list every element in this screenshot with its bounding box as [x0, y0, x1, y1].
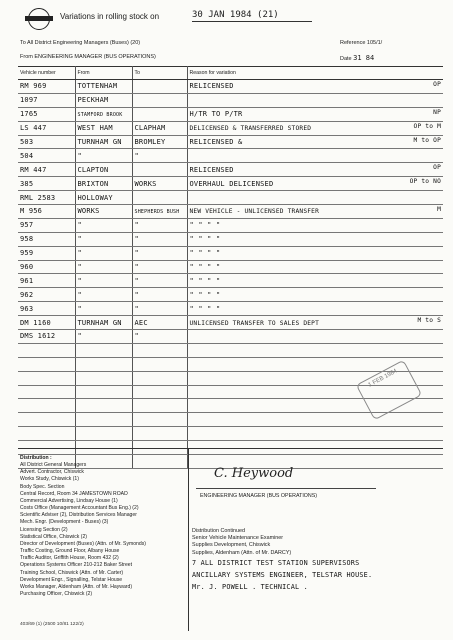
- to-cell: [132, 107, 187, 121]
- from-cell-text: ": [77, 304, 82, 313]
- vehicle-number-cell: [18, 93, 75, 107]
- reason-text: " " " ": [189, 304, 221, 313]
- table-row: [18, 246, 443, 260]
- from-cell: [75, 121, 132, 135]
- from-cell-text: TOTTENHAM: [77, 82, 118, 91]
- table-row: [18, 274, 443, 288]
- from-cell: [75, 191, 132, 205]
- vehicle-number-cell: [18, 274, 75, 288]
- table-row: [18, 149, 443, 163]
- table-header: [18, 67, 443, 80]
- from-cell: [75, 427, 132, 441]
- vehicle-number-cell: [18, 385, 75, 399]
- from-cell-text: TURNHAM GN: [77, 138, 122, 146]
- to-cell: [132, 205, 187, 219]
- vehicle-number-cell-text: RM 447: [20, 165, 47, 174]
- to-cell-text: ": [134, 221, 139, 230]
- op-code: OP to M: [413, 122, 441, 130]
- to-cell: [132, 218, 187, 232]
- from-cell-text: CLAPTON: [77, 165, 109, 174]
- to-cell-text: ": [134, 263, 139, 272]
- vehicle-number-cell: [18, 232, 75, 246]
- reason-cell: [187, 274, 443, 288]
- vehicle-number-cell-text: 1097: [20, 96, 38, 105]
- op-code: M to S: [417, 317, 441, 325]
- to-cell-text: ": [134, 151, 139, 160]
- distribution-item: Traffic Costing, Ground Floor, Albany House: [20, 548, 120, 555]
- distribution-continued-item: Senior Vehicle Maintenance Examiner: [192, 535, 284, 542]
- from-cell: [75, 80, 132, 94]
- to-cell: [132, 413, 187, 427]
- table-row: [18, 121, 443, 135]
- to-cell: [132, 135, 187, 149]
- distribution-item: Development Engr., Signalling, Telstar House: [20, 576, 123, 583]
- table-row: [18, 218, 443, 232]
- from-cell-text: BRIXTON: [77, 179, 109, 188]
- table-row: [18, 135, 443, 149]
- reason-cell: [187, 330, 443, 344]
- distribution-heading: Distribution :: [20, 455, 52, 461]
- distribution-item: Statistical Office, Chiswick (2): [20, 533, 87, 540]
- from-cell: [75, 218, 132, 232]
- op-code: NP: [433, 108, 441, 116]
- reason-cell: [187, 121, 443, 135]
- from-cell: [75, 135, 132, 149]
- table-row: [18, 191, 443, 205]
- reason-text: " " " ": [189, 221, 221, 230]
- divider: [18, 448, 443, 449]
- vehicle-number-cell-text: 504: [20, 151, 34, 160]
- to-line: To All District Engineering Managers (Buses) (20): [20, 40, 141, 46]
- vehicle-number-cell: [18, 357, 75, 371]
- distribution-continued-item: Supplies Development, Chiswick: [192, 542, 271, 549]
- table-row: [18, 302, 443, 316]
- reason-cell: [187, 177, 443, 191]
- vehicle-number-cell: [18, 371, 75, 385]
- vehicle-number-cell: [18, 163, 75, 177]
- vehicle-number-cell-text: 959: [20, 249, 34, 258]
- table-row: [18, 107, 443, 121]
- vehicle-number-cell-text: DM 1160: [20, 318, 51, 327]
- distribution-continued-heading: Distribution Continued: [192, 528, 246, 534]
- table-row: [18, 232, 443, 246]
- op-code: OP: [433, 81, 441, 88]
- to-cell: [132, 121, 187, 135]
- vehicle-number-cell: [18, 343, 75, 357]
- vehicle-number-cell-text: RM 969: [20, 82, 47, 91]
- vehicle-number-cell: [18, 399, 75, 413]
- reason-text: RELICENSED: [189, 165, 234, 174]
- reason-text: DELICENSED & TRANSFERRED STORED: [189, 125, 312, 133]
- from-cell-text: ": [77, 249, 82, 258]
- vehicle-number-cell: [18, 246, 75, 260]
- to-cell: [132, 80, 187, 94]
- table-row: [18, 163, 443, 177]
- to-cell-text: ": [134, 332, 139, 341]
- to-cell: [132, 343, 187, 357]
- from-cell-text: ": [77, 276, 82, 285]
- reason-cell: [187, 205, 443, 219]
- distribution-continued-printed: [192, 535, 442, 557]
- reason-cell: [187, 413, 443, 427]
- vehicle-number-cell: [18, 288, 75, 302]
- distribution-item: Advert. Contractor, Chiswick: [20, 469, 84, 476]
- vehicle-number-cell-text: 385: [20, 179, 34, 188]
- reason-cell: [187, 246, 443, 260]
- form-date: 30 JAN 1984 (21): [192, 10, 279, 20]
- vehicle-number-cell-text: 958: [20, 235, 34, 244]
- distribution-item: Works Manager, Aldenham (Attn. of Mr. Hayward): [20, 583, 133, 590]
- reason-cell: [187, 149, 443, 163]
- reason-cell: [187, 427, 443, 441]
- distribution-item: Licensing Section (2): [20, 526, 68, 533]
- to-cell: [132, 149, 187, 163]
- from-cell-text: ": [77, 235, 82, 244]
- from-cell-text: STAMFORD BROOK: [77, 112, 123, 119]
- from-cell: [75, 357, 132, 371]
- signature-line: [196, 488, 376, 489]
- reason-cell: [187, 107, 443, 121]
- col-from: From: [75, 67, 132, 80]
- from-cell-text: ": [77, 221, 82, 230]
- distribution-item: Commercial Advertising, Lindsay House (1): [20, 497, 118, 504]
- distribution-continued-handwritten: [192, 557, 442, 593]
- reason-cell: [187, 260, 443, 274]
- to-cell-text: WORKS: [134, 179, 157, 188]
- vehicle-number-cell: [18, 107, 75, 121]
- distribution-items: [20, 462, 186, 598]
- to-cell: [132, 330, 187, 344]
- from-cell: [75, 205, 132, 219]
- to-cell: [132, 191, 187, 205]
- reason-cell: [187, 316, 443, 330]
- signature: C. Heywood: [214, 466, 294, 481]
- vehicle-number-cell: [18, 177, 75, 191]
- to-cell: [132, 316, 187, 330]
- vehicle-number-cell-text: M 956: [20, 207, 43, 216]
- to-cell: [132, 427, 187, 441]
- table-row: [18, 343, 443, 357]
- table-row: [18, 316, 443, 330]
- distribution-item: Purchasing Officer, Chiswick (2): [20, 590, 93, 597]
- form-title: Variations in rolling stock on: [60, 12, 160, 21]
- from-cell: [75, 274, 132, 288]
- vehicle-number-cell: [18, 205, 75, 219]
- from-cell-text: PECKHAM: [77, 96, 109, 105]
- date-field: [340, 54, 374, 62]
- to-cell: [132, 232, 187, 246]
- from-cell: [75, 177, 132, 191]
- from-cell-text: ": [77, 263, 82, 272]
- to-cell: [132, 288, 187, 302]
- distribution-item: Scientific Adviser (2), Distribution Services Manager: [20, 512, 137, 519]
- op-code: OP: [433, 164, 441, 172]
- to-cell: [132, 177, 187, 191]
- to-cell-text: ": [134, 235, 139, 244]
- reason-text: " " " ": [189, 276, 221, 285]
- column-divider: [188, 449, 189, 631]
- to-cell: [132, 93, 187, 107]
- vehicle-number-cell-text: RML 2583: [20, 193, 56, 202]
- reference: Reference 105/1/: [340, 40, 383, 46]
- reason-cell: [187, 218, 443, 232]
- from-cell-text: WORKS: [77, 207, 100, 216]
- reason-text: UNLICENSED TRANSFER TO SALES DEPT: [189, 319, 320, 327]
- to-cell: [132, 371, 187, 385]
- distribution-item: Operations Systems Officer 210-212 Baker Street: [20, 562, 133, 569]
- table-row: [18, 177, 443, 191]
- london-transport-roundel-icon: [28, 8, 50, 30]
- table-row: [18, 260, 443, 274]
- to-cell-text: ": [134, 249, 139, 258]
- from-cell: [75, 385, 132, 399]
- from-cell: [75, 260, 132, 274]
- from-cell: [75, 343, 132, 357]
- reason-cell: [187, 135, 443, 149]
- from-cell-text: WEST HAM: [77, 124, 113, 133]
- to-cell-text: AEC: [134, 318, 148, 327]
- vehicle-number-cell-text: 962: [20, 290, 34, 299]
- reason-text: RELICENSED &: [189, 138, 243, 146]
- reason-text: " " " ": [189, 235, 221, 244]
- distribution-item: Traffic Auditor, Griffith House, Room 432 (2): [20, 555, 119, 562]
- from-cell: [75, 288, 132, 302]
- form-reference: 403/69 (1) (2500 10/81 122/2): [20, 622, 84, 627]
- table-row: [18, 330, 443, 344]
- reason-cell: [187, 232, 443, 246]
- distribution-list: [20, 455, 186, 598]
- vehicle-number-cell-text: DMS 1612: [20, 332, 56, 341]
- reason-cell: [187, 93, 443, 107]
- col-to: To: [132, 67, 187, 80]
- from-cell: [75, 302, 132, 316]
- from-cell-text: ": [77, 332, 82, 341]
- reason-cell: [187, 163, 443, 177]
- distribution-item: Central Record, Room 34 JAMESTOWN ROAD: [20, 490, 128, 497]
- to-cell-text: ": [134, 304, 139, 313]
- to-cell: [132, 357, 187, 371]
- table-row: [18, 93, 443, 107]
- vehicle-number-cell-text: LS 447: [20, 124, 47, 133]
- vehicle-number-cell: [18, 135, 75, 149]
- reason-text: NEW VEHICLE - UNLICENSED TRANSFER: [189, 208, 320, 216]
- handwritten-recipient: Mr. J. POWELL . TECHNICAL .: [192, 582, 308, 591]
- distribution-item: Body Spec. Section: [20, 483, 65, 490]
- vehicle-number-cell: [18, 121, 75, 135]
- to-cell: [132, 385, 187, 399]
- distribution-item: Costs Office (Management Accountant Bus Eng.) (2): [20, 505, 139, 512]
- table-row: [18, 357, 443, 371]
- to-cell: [132, 246, 187, 260]
- distribution-item: Works Study, Chiswick (1): [20, 476, 79, 483]
- date-value: 31 84: [353, 54, 375, 62]
- from-cell-text: ": [77, 151, 82, 160]
- reason-text: " " " ": [189, 290, 221, 299]
- vehicle-number-cell: [18, 191, 75, 205]
- vehicle-number-cell: [18, 260, 75, 274]
- stamp-date: 1 FEB 1984: [367, 368, 399, 389]
- handwritten-recipient: ANCILLARY SYSTEMS ENGINEER, TELSTAR HOUSE.: [192, 570, 373, 579]
- distribution-item: Mech. Engr. (Development - Buses) (3): [20, 519, 109, 526]
- from-cell: [75, 330, 132, 344]
- to-cell: [132, 399, 187, 413]
- reason-text: RELICENSED: [189, 82, 234, 91]
- reason-text: H/TR TO P/TR: [189, 110, 243, 119]
- from-cell: [75, 163, 132, 177]
- to-cell-text: BROMLEY: [134, 138, 166, 146]
- vehicle-number-cell: [18, 316, 75, 330]
- to-cell-text: ": [134, 276, 139, 285]
- to-cell-text: ": [134, 290, 139, 299]
- reason-text: " " " ": [189, 263, 221, 272]
- date-underline: [192, 21, 312, 22]
- handwritten-recipient: 7 ALL DISTRICT TEST STATION SUPERVISORS: [192, 558, 360, 567]
- op-code: M to OP: [413, 136, 441, 144]
- vehicle-number-cell-text: 1765: [20, 110, 38, 119]
- distribution-item: Training School, Chiswick (Attn. of Mr. Carter): [20, 569, 124, 576]
- to-cell: [132, 302, 187, 316]
- table-row: [18, 80, 443, 94]
- to-cell: [132, 260, 187, 274]
- op-code: M: [437, 206, 441, 214]
- table-row: [18, 288, 443, 302]
- table-row: [18, 427, 443, 441]
- vehicle-number-cell: [18, 149, 75, 163]
- vehicle-number-cell-text: 960: [20, 263, 34, 272]
- from-cell: [75, 246, 132, 260]
- from-cell: [75, 371, 132, 385]
- from-cell: [75, 93, 132, 107]
- from-cell-text: TURNHAM GN: [77, 318, 122, 327]
- to-cell: [132, 274, 187, 288]
- distribution-continued-item: Supplies, Aldenham (Attn. of Mr. DARCY): [192, 549, 292, 556]
- vehicle-number-cell-text: 503: [20, 138, 34, 146]
- reason-cell: [187, 80, 443, 94]
- vehicle-number-cell-text: 963: [20, 304, 34, 313]
- signature-caption: ENGINEERING MANAGER (BUS OPERATIONS): [200, 493, 318, 499]
- reason-text: " " " ": [189, 249, 221, 258]
- op-code: OP to NO: [409, 178, 441, 186]
- from-cell: [75, 399, 132, 413]
- col-vehicle-number: Vehicle number: [18, 67, 75, 80]
- col-reason: Reason for variation: [187, 67, 443, 80]
- reason-text: OVERHAUL DELICENSED: [189, 179, 274, 188]
- vehicle-number-cell-text: 957: [20, 221, 34, 230]
- from-cell: [75, 413, 132, 427]
- vehicle-number-cell: [18, 302, 75, 316]
- reason-cell: [187, 288, 443, 302]
- table-row: [18, 205, 443, 219]
- distribution-item: All District General Managers: [20, 462, 87, 469]
- distribution-continued: [192, 528, 442, 593]
- from-cell: [75, 232, 132, 246]
- from-line: From ENGINEERING MANAGER (BUS OPERATIONS): [20, 54, 156, 60]
- vehicle-number-cell: [18, 80, 75, 94]
- vehicle-number-cell: [18, 427, 75, 441]
- from-cell: [75, 149, 132, 163]
- to-cell-text: CLAPHAM: [134, 124, 166, 133]
- vehicle-number-cell-text: 961: [20, 276, 34, 285]
- vehicle-number-cell: [18, 413, 75, 427]
- vehicle-number-cell: [18, 330, 75, 344]
- distribution-item: Director of Development (Buses) (Attn. of Mr. Symonds): [20, 540, 146, 547]
- from-cell: [75, 316, 132, 330]
- from-cell-text: HOLLOWAY: [77, 193, 113, 202]
- reason-cell: [187, 302, 443, 316]
- reason-cell: [187, 191, 443, 205]
- to-cell-text: SHEPHERDS BUSH: [134, 209, 180, 216]
- from-cell: [75, 107, 132, 121]
- to-cell: [132, 163, 187, 177]
- from-cell-text: ": [77, 290, 82, 299]
- vehicle-number-cell: [18, 218, 75, 232]
- reason-cell: [187, 343, 443, 357]
- date-label: Date: [340, 56, 352, 62]
